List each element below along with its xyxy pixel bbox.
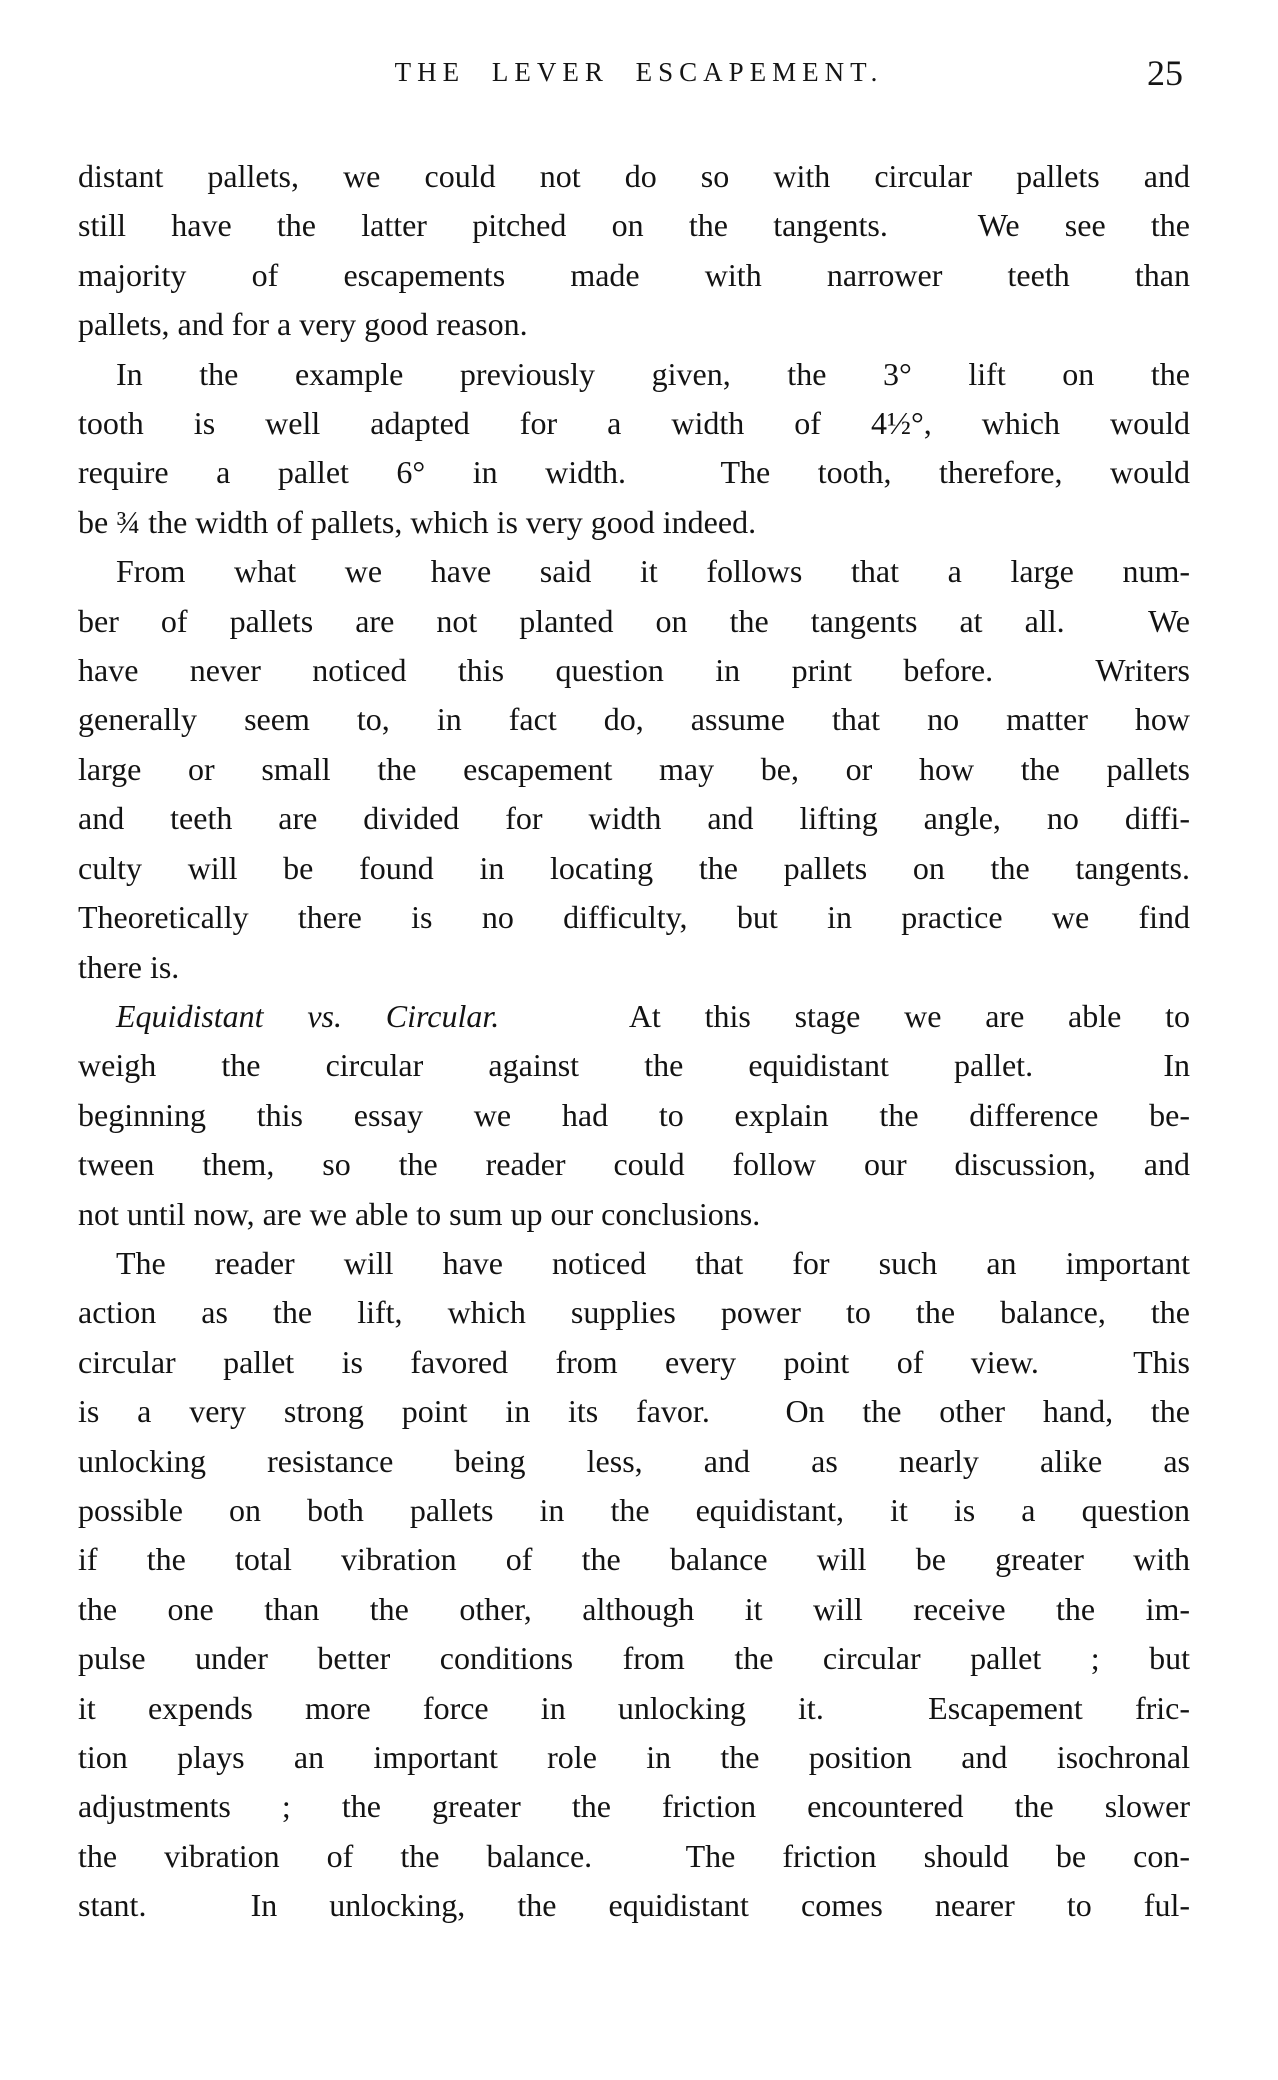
text-line bbox=[78, 448, 1190, 497]
text-run: tooth is well adapted for a width of 4½°, which would bbox=[78, 405, 1190, 442]
page-number: 25 bbox=[1147, 53, 1183, 93]
text-line bbox=[78, 1881, 1190, 1930]
text-run: In the example previously given, the 3° lift on the bbox=[116, 355, 1190, 392]
text-run: adjustments ; the greater the friction encountered the slower bbox=[78, 1788, 1190, 1825]
text-run: Theoretically there is no difficulty, but in practice we find bbox=[78, 899, 1190, 936]
text-line bbox=[78, 1140, 1190, 1189]
text-line bbox=[78, 1387, 1190, 1436]
text-line bbox=[78, 1091, 1190, 1140]
text-line bbox=[78, 547, 1190, 596]
text-line bbox=[78, 1733, 1190, 1782]
text-line bbox=[78, 1437, 1190, 1486]
text-run: be ¾ the width of pallets, which is very good indeed. bbox=[78, 503, 757, 540]
text-run: distant pallets, we could not do so with circular pallets and bbox=[78, 158, 1190, 194]
text-run: circular pallet is favored from every point of view. This bbox=[78, 1343, 1190, 1380]
text-run: and teeth are divided for width and lifting angle, no diffi- bbox=[78, 800, 1190, 837]
text-line bbox=[78, 201, 1190, 250]
text-run: ber of pallets are not planted on the tangents at all. We bbox=[78, 602, 1190, 639]
text-run: stant. In unlocking, the equidistant comes nearer to ful- bbox=[78, 1887, 1190, 1924]
text-line bbox=[78, 1634, 1190, 1683]
text-run: From what we have said it follows that a large num- bbox=[116, 553, 1190, 590]
text-line bbox=[78, 844, 1190, 893]
text-line bbox=[78, 1338, 1190, 1387]
text-line bbox=[78, 992, 1190, 1041]
text-line bbox=[78, 1585, 1190, 1634]
text-run: is a very strong point in its favor. On the other hand, the bbox=[78, 1393, 1190, 1430]
text-run: tion plays an important role in the position and isochronal bbox=[78, 1739, 1190, 1775]
text-run: pulse under better conditions from the circular pallet ; but bbox=[78, 1640, 1190, 1677]
text-run: it expends more force in unlocking it. Escapement fric- bbox=[78, 1689, 1190, 1726]
text-run: if the total vibration of the balance will be greater with bbox=[78, 1541, 1190, 1578]
text-line bbox=[78, 350, 1190, 399]
text-line bbox=[78, 1535, 1190, 1584]
text-run: not until now, are we able to sum up our conclusions. bbox=[78, 1195, 761, 1232]
text-line bbox=[78, 1239, 1190, 1288]
text-run: generally seem to, in fact do, assume that no matter how bbox=[78, 701, 1190, 738]
text-line bbox=[78, 300, 1190, 349]
text-line bbox=[78, 597, 1190, 646]
text-line bbox=[78, 251, 1190, 300]
paragraph bbox=[78, 992, 1190, 1239]
text-run: tween them, so the reader could follow our discussion, and bbox=[78, 1146, 1190, 1183]
text-line bbox=[78, 1288, 1190, 1337]
text-line bbox=[78, 745, 1190, 794]
text-run: weigh the circular against the equidistant pallet. In bbox=[78, 1047, 1190, 1084]
page-body bbox=[78, 152, 1190, 1931]
text-line bbox=[78, 695, 1190, 744]
italic-run: Equidistant vs. Circular. bbox=[116, 997, 500, 1034]
text-run: require a pallet 6° in width. The tooth, therefore, would bbox=[78, 454, 1190, 491]
text-line bbox=[78, 794, 1190, 843]
text-line bbox=[78, 1041, 1190, 1090]
text-line bbox=[78, 893, 1190, 942]
text-line bbox=[78, 152, 1190, 201]
text-run: still have the latter pitched on the tangents. We see the bbox=[78, 207, 1190, 244]
text-run: action as the lift, which supplies power to the balance, the bbox=[78, 1294, 1190, 1331]
text-run: possible on both pallets in the equidistant, it is a question bbox=[78, 1491, 1190, 1528]
text-run: large or small the escapement may be, or how the pallets bbox=[78, 750, 1190, 787]
text-run: beginning this essay we had to explain the difference be- bbox=[78, 1096, 1190, 1133]
text-run: At this stage we are able to bbox=[499, 997, 1191, 1034]
text-run: the one than the other, although it will receive the im- bbox=[78, 1590, 1190, 1627]
text-run: there is. bbox=[78, 948, 180, 985]
text-line bbox=[78, 646, 1190, 695]
text-run: have never noticed this question in print before. Writers bbox=[78, 652, 1190, 689]
text-line bbox=[78, 1832, 1190, 1881]
text-run: The reader will have noticed that for such an important bbox=[116, 1244, 1190, 1281]
paragraph bbox=[78, 350, 1190, 548]
text-line bbox=[78, 1684, 1190, 1733]
text-line bbox=[78, 1190, 1190, 1239]
paragraph bbox=[78, 547, 1190, 992]
text-run: pallets, and for a very good reason. bbox=[78, 306, 528, 343]
text-line bbox=[78, 498, 1190, 547]
text-run: the vibration of the balance. The friction should be con- bbox=[78, 1837, 1190, 1874]
text-line bbox=[78, 943, 1190, 992]
text-run: unlocking resistance being less, and as nearly alike as bbox=[78, 1442, 1190, 1479]
running-head: THE LEVER ESCAPEMENT. bbox=[394, 57, 884, 87]
paragraph bbox=[78, 1239, 1190, 1931]
paragraph bbox=[78, 152, 1190, 350]
text-line bbox=[78, 1486, 1190, 1535]
text-line bbox=[78, 399, 1190, 448]
text-run: majority of escapements made with narrower teeth than bbox=[78, 256, 1190, 293]
text-run: culty will be found in locating the pallets on the tangents. bbox=[78, 849, 1190, 886]
text-line bbox=[78, 1782, 1190, 1831]
